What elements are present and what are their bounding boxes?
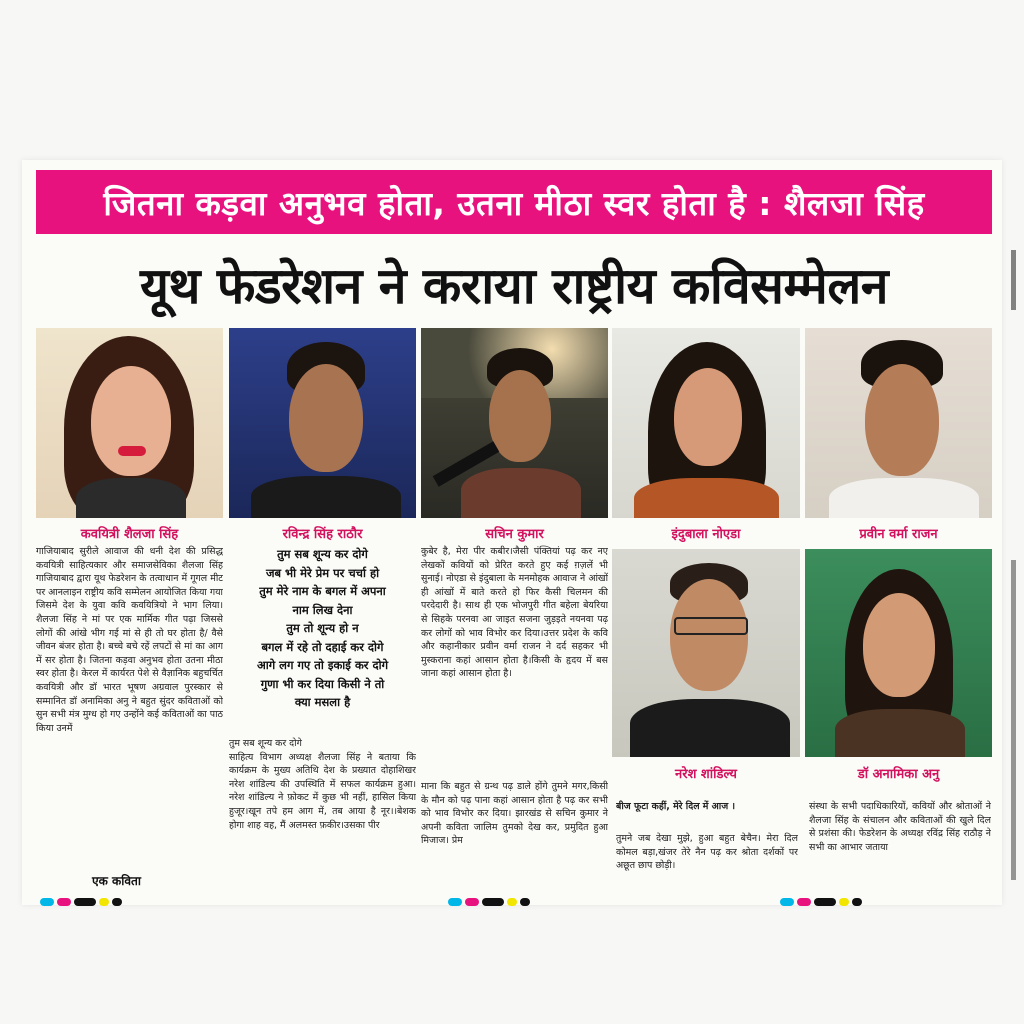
article-column-5: संस्था के सभी पदाधिकारियों, कवियों और श्रोताओं ने शैलजा सिंह के संचालन और कविताओं की खुले दिल से प्रशंसा की। फेडरेशन के अध्यक्ष रविंद्र सिंह राठौड़ ने सभी का आभार जताया xyxy=(809,801,991,853)
poem-line: तुम सब शून्य कर दोगे xyxy=(277,547,368,561)
photo-praveen-verma-rajan xyxy=(805,328,992,518)
adjacent-page-edge xyxy=(1011,250,1016,310)
adjacent-page-edge xyxy=(1011,560,1016,880)
poem-line: नाम लिख देना xyxy=(292,602,353,617)
registration-marks-left xyxy=(40,898,122,906)
poem-line: गुणा भी कर दिया किसी ने तो xyxy=(260,676,385,691)
caption-sachin-kumar: सचिन कुमार xyxy=(485,527,544,542)
banner-headline: जितना कड़वा अनुभव होता, उतना मीठा स्वर होता है : शैलजा सिंह xyxy=(36,170,992,234)
poem-line: तुम मेरे नाम के बगल में अपना xyxy=(259,584,386,598)
poem-line: बगल में रहे तो दहाई कर दोगे xyxy=(261,639,384,654)
article-column-3-top: कुबेर है, मेरा पीर कबीर।जैसी पंक्तियां पढ़ कर नए लेखकों कवियों को प्रेरित करते हुए कई ग़ज़लें भी सुनाई। नोएडा से इंदुबाला के मनमोहक आवाज ने आंखों ही आंखों में बाते करते हो फिर कैसी चिलमन की परदेदारी है। साथ ही एक भोजपुरी गीत बहेला बेयरिया से सिहके परनवा आ जाइत सजना जुड़इते नयनवा पढ़ कर लोगों को भाव विभोर कर दिया।उत्तर प्रदेश के कवि और कहानीकार प्रवीन वर्मा राजन ने दर्द सहकर भी मुस्कराना कहां आसान होता है।किसी के हृदय में बस जाना कहां आसान होता है। xyxy=(421,546,608,680)
photo-naresh-shandilya xyxy=(612,549,800,757)
caption-naresh-shandilya: नरेश शांडिल्य xyxy=(675,767,737,782)
poem-line: तुम तो शून्य हो न xyxy=(286,621,359,635)
caption-indubala-noida: इंदुबाला नोएडा xyxy=(671,527,741,542)
caption-ravindra-singh-rathore: रविन्द्र सिंह राठौर xyxy=(282,527,363,542)
registration-marks-right xyxy=(780,898,862,906)
poem-block xyxy=(229,545,416,712)
photo-ravindra-singh-rathore xyxy=(229,328,416,518)
poem-line: क्या मसला है xyxy=(294,695,351,709)
article-column-3-bottom: माना कि बहुत से ग्रन्थ पढ़ डाले होंगे तुमने मगर,किसी के मौन को पढ़ पाना कहां आसान होता है पढ़ कर सभी को भाव विभोर कर दिया। झारखंड से सचिन कुमार ने अपनी कविता जालिम तुमको देख कर, प्रमुदित हुआ मिजाज। प्रेम xyxy=(421,781,608,847)
caption-praveen-verma-rajan: प्रवीन वर्मा राजन xyxy=(859,527,938,542)
poem-line: आगे लग गए तो इकाई कर दोगे xyxy=(256,658,389,672)
photo-indubala-noida xyxy=(612,328,800,518)
photo-dr-anamika-anu xyxy=(805,549,992,757)
poem-line: जब भी मेरे प्रेम पर चर्चा हो xyxy=(265,565,380,580)
article-column-4-lead: बीज फूटा कहीं, मेरे दिल में आज । xyxy=(616,801,736,812)
registration-marks-center xyxy=(448,898,530,906)
main-headline: यूथ फेडरेशन ने कराया राष्ट्रीय कविसम्मेलन xyxy=(140,257,888,315)
photo-sachin-kumar xyxy=(421,328,608,518)
caption-dr-anamika-anu: डॉ अनामिका अनु xyxy=(857,767,940,782)
article-column-1: गाजियाबाद सुरीले आवाज की धनी देश की प्रसिद्ध कवयित्री साहित्यकार और समाजसेविका शैलजा सिंह गाजियाबाद द्वारा यूथ फेडरेशन के तत्वाधान में गूगल मीट पर आनलाइन राष्ट्रीय कवि सम्मेलन आयोजित किया गया जिसमे देश के युवा कवि कवयित्रियो ने भाग लिया। शैलजा सिंह ने मां पर एक मार्मिक गीत पढ़ा जिससे लोगों की आंखे भीग गई मां से ही तो घर होता है/ वैसे जीवन बंजर होता है। बच्चे बचे रहें लपटों से मां का आग में सर होता है। जितना कड़वा अनुभव होता उतना मीठा स्वर होता है। केरल में कार्यरत पेशे से वैज्ञानिक बहुचर्चित कवयित्री और डॉ भारत भूषण अग्रवाल पुरस्कार से सम्मानित डॉ अनामिका अनु ने बहुत सुंदर कविताओं को सुन सभी मंत्र मुग्ध हो गए उन्होंने कई कविताओं का पाठ किया उनमें xyxy=(36,546,223,734)
photo-shailja-singh xyxy=(36,328,223,518)
article-column-4: तुमने जब देखा मुझे, हुआ बहुत बेचैन। मेरा दिल कोमल बड़ा,खंजर तेरे नैन पढ़ कर श्रोता दर्शकों पर अछूत छाप छोड़ी। xyxy=(616,833,798,872)
caption-shailja-singh: कवयित्री शैलजा सिंह xyxy=(80,527,179,542)
subhead-ek-kavita: एक कविता xyxy=(92,874,141,888)
article-column-2: तुम सब शून्य कर दोगे साहित्य विभाग अध्यक्ष शैलजा सिंह ने बताया कि कार्यक्रम के मुख्य अतिथि देश के प्रख्यात दोहाशिखर नरेश शांडिल्य की उपस्थिति में सफल कार्यक्रम हुआ। नरेश शांडिल्य ने फ़ोकट में कुछ भी नहीं, हासिल किया हुजूर।खून तपे हम आग में, तब आया है नूर।।बेशक होगा शाह वह, मैं अलमस्त फ़कीर।उसका पीर xyxy=(229,738,416,831)
